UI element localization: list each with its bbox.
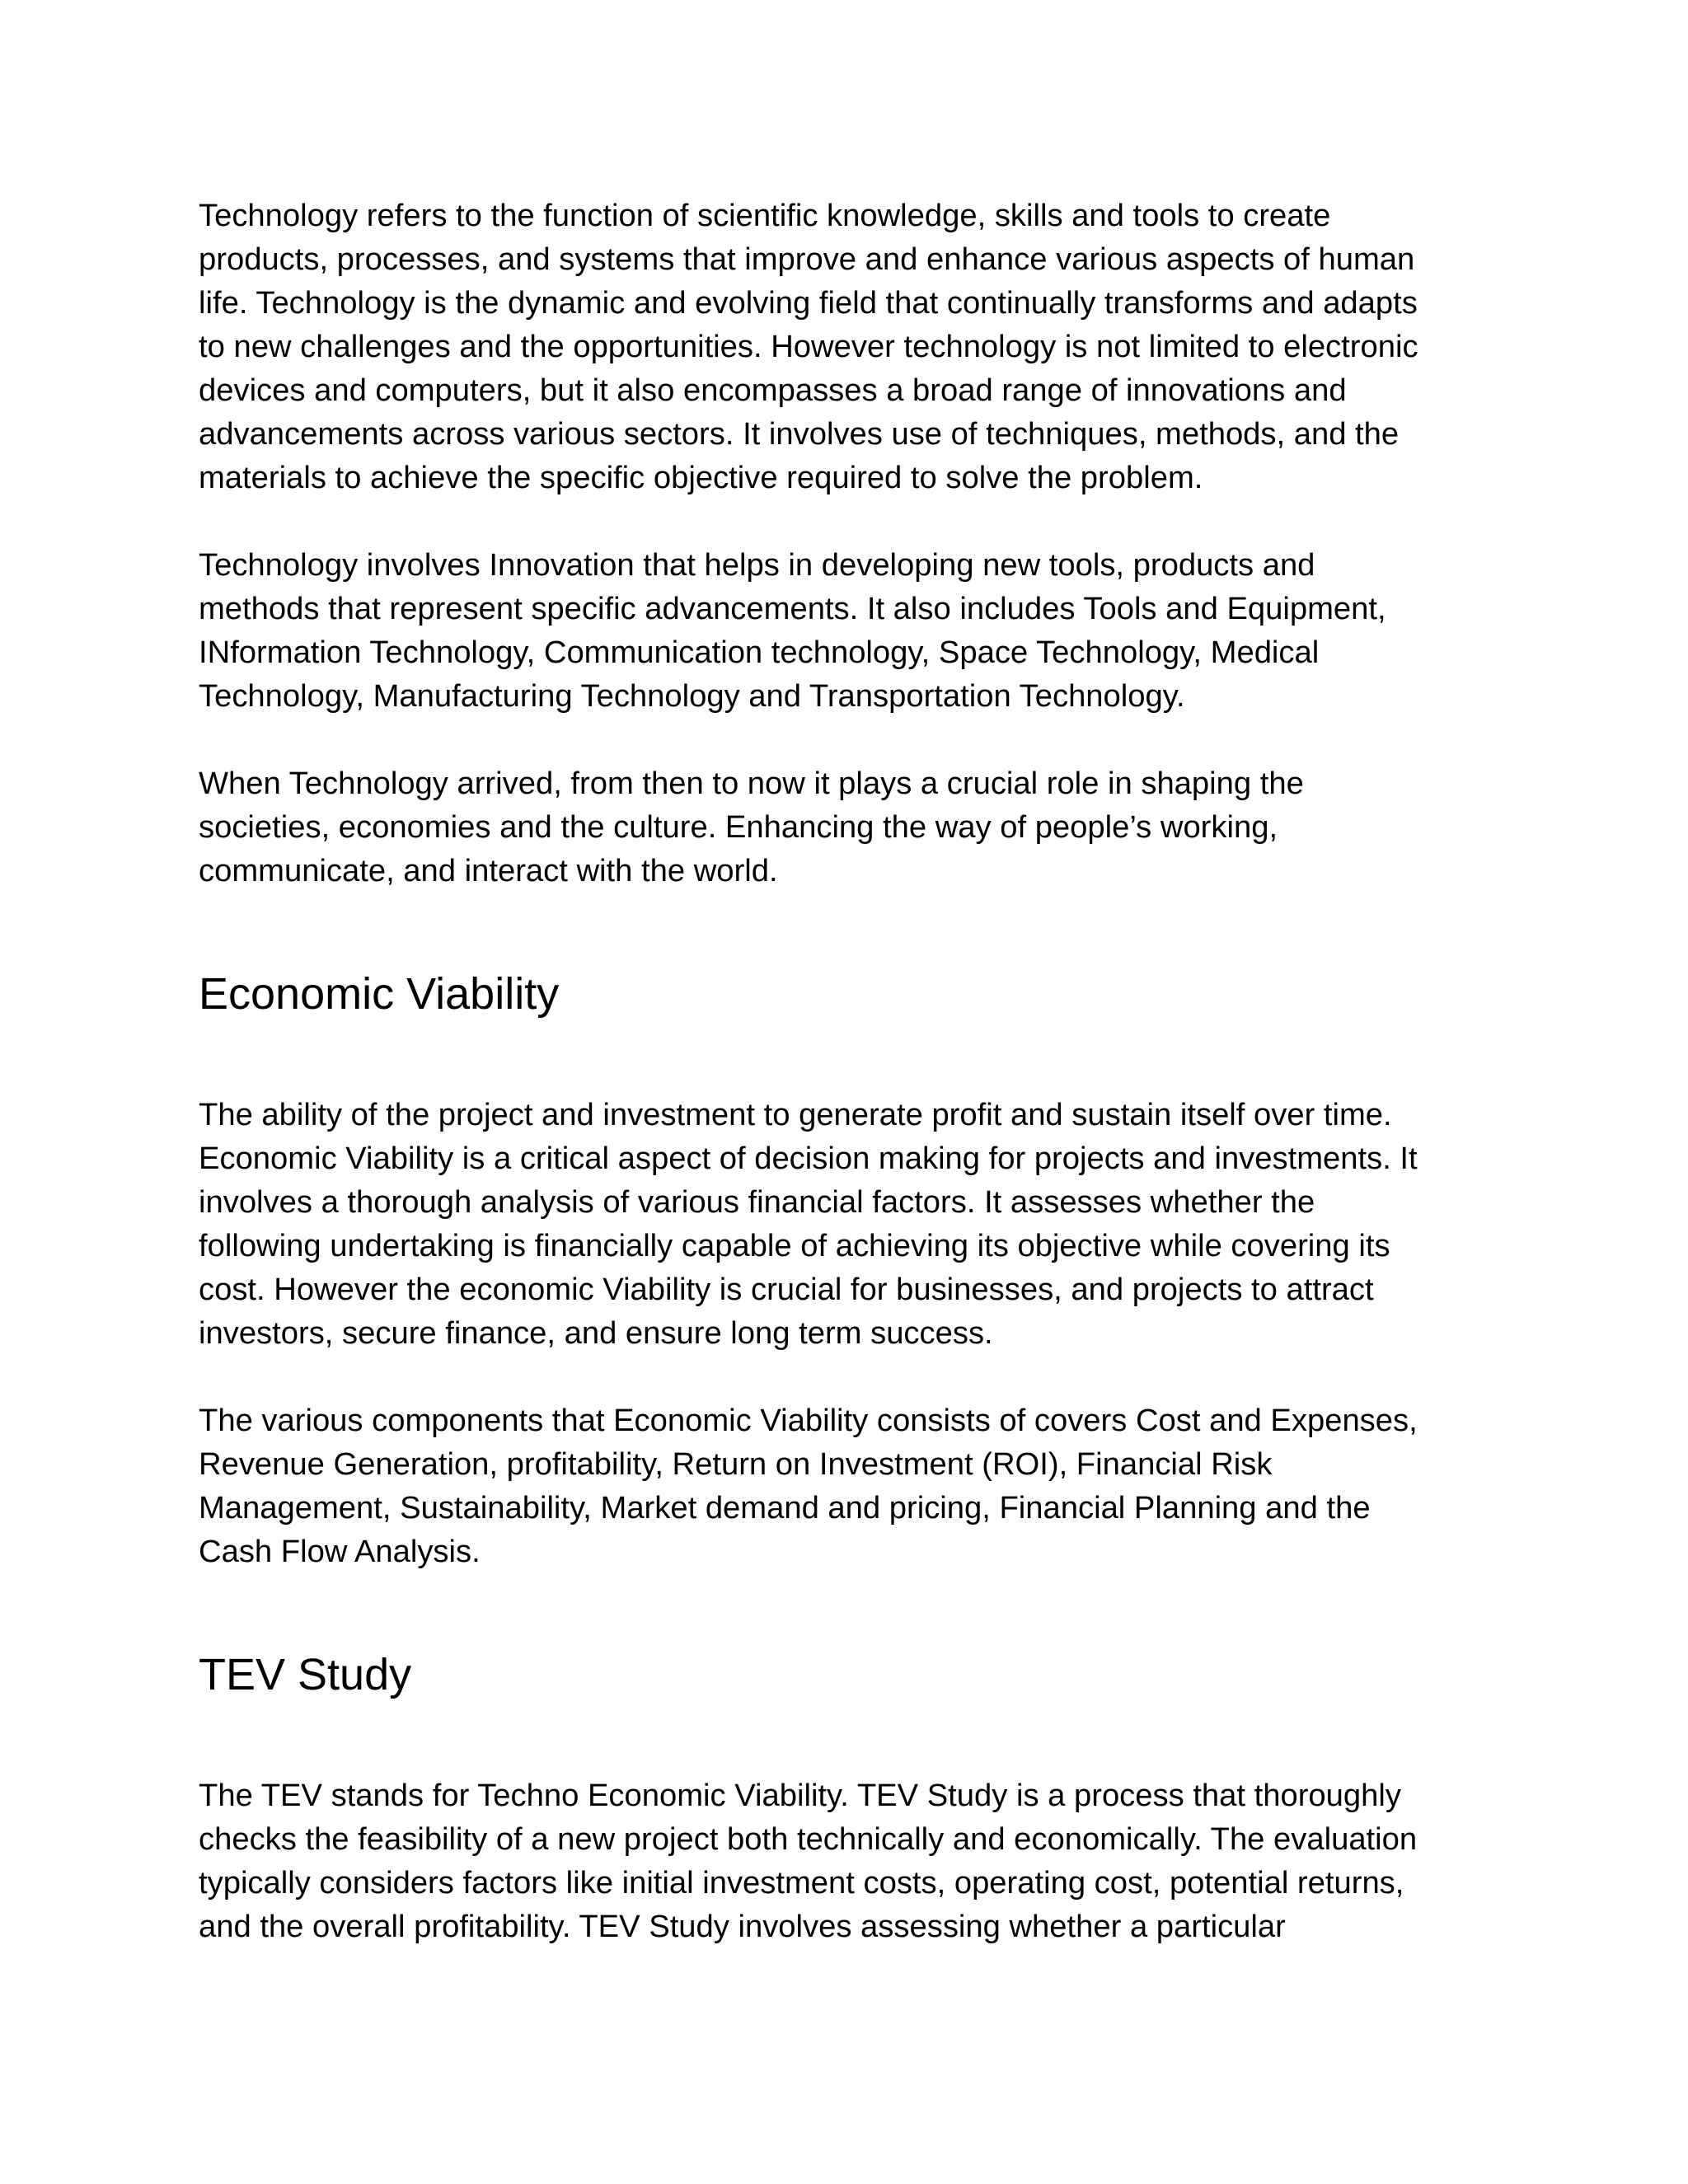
paragraph-spacer [199,718,1493,762]
paragraph-economic-viability-definition [199,1093,1493,1355]
document-body [199,194,1493,1948]
text-line: INformation Technology, Communication technology, Space Technology, Medical [199,635,1320,670]
text-line: Technology refers to the function of scientific knowledge, skills and tools to create [199,198,1331,233]
paragraph-tev-study [199,1774,1493,1948]
text-line: Economic Viability is a critical aspect of decision making for projects and investments. It [199,1141,1418,1176]
paragraph-spacer [199,1355,1493,1399]
text-line: materials to achieve the specific objective required to solve the problem. [199,460,1203,495]
text-line: Revenue Generation, profitability, Return on Investment (ROI), Financial Risk [199,1446,1273,1482]
text-line: Technology involves Innovation that helps in developing new tools, products and [199,547,1315,583]
paragraph-economic-viability-components [199,1399,1493,1573]
text-line: Cash Flow Analysis. [199,1534,481,1569]
paragraph-spacer [199,499,1493,543]
text-line: Technology, Manufacturing Technology and Transportation Technology. [199,678,1185,714]
text-line: The various components that Economic Viability consists of covers Cost and Expenses, [199,1403,1418,1438]
text-line: involves a thorough analysis of various financial factors. It assesses whether the [199,1184,1315,1220]
text-line: devices and computers, but it also encompasses a broad range of innovations and [199,373,1347,408]
heading-spacer [199,1708,1493,1774]
text-line: The TEV stands for Techno Economic Viability. TEV Study is a process that thoroughly [199,1778,1401,1813]
text-line: life. Technology is the dynamic and evolving field that continually transforms and adapts [199,285,1418,321]
text-line: The ability of the project and investment to generate profit and sustain itself over time. [199,1097,1392,1132]
text-line: following undertaking is financially capable of achieving its objective while covering its [199,1228,1390,1263]
text-line: typically considers factors like initial investment costs, operating cost, potential returns, [199,1865,1404,1900]
text-line: and the overall profitability. TEV Study involves assessing whether a particular [199,1909,1286,1944]
text-line: to new challenges and the opportunities. However technology is not limited to electronic [199,329,1418,364]
text-line: Management, Sustainability, Market demand and pricing, Financial Planning and the [199,1490,1371,1526]
section-heading-economic-viability: Economic Viability [199,969,560,1019]
text-line: communicate, and interact with the world. [199,853,778,888]
text-line: societies, economies and the culture. Enhancing the way of people’s working, [199,809,1278,845]
text-line: When Technology arrived, from then to now it plays a crucial role in shaping the [199,766,1304,801]
paragraph-technology-definition [199,194,1493,499]
heading-spacer [199,1027,1493,1093]
text-line: advancements across various sectors. It involves use of techniques, methods, and the [199,416,1400,452]
text-line: investors, secure finance, and ensure long term success. [199,1315,993,1351]
paragraph-technology-role [199,762,1493,893]
text-line: cost. However the economic Viability is crucial for businesses, and projects to attract [199,1272,1374,1307]
heading-spacer [199,1573,1493,1642]
section-heading-tev-study: TEV Study [199,1650,412,1699]
heading-spacer [199,893,1493,961]
text-line: checks the feasibility of a new project both technically and economically. The evaluation [199,1821,1418,1857]
text-line: products, processes, and systems that improve and enhance various aspects of human [199,241,1415,277]
text-line: methods that represent specific advancements. It also includes Tools and Equipment, [199,591,1386,626]
paragraph-technology-innovation [199,543,1493,718]
